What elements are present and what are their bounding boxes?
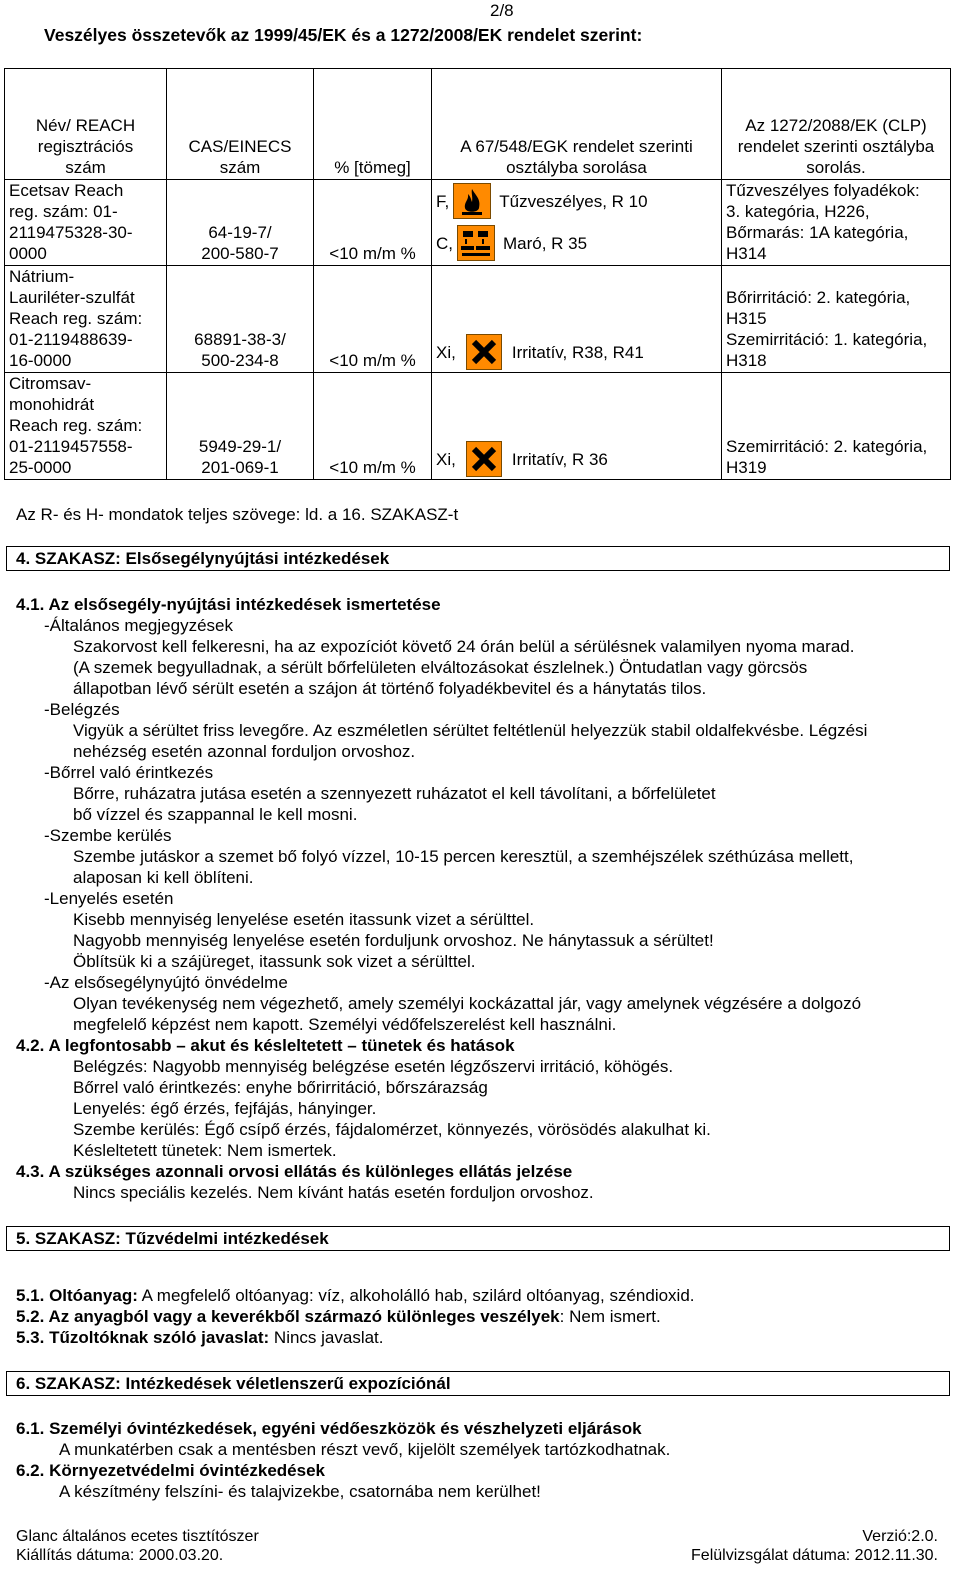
mass-percent: <10 m/m %: [314, 266, 432, 373]
symptom-text: Lenyelés: égő érzés, fejfájás, hányinger.: [73, 1099, 377, 1118]
swallow-text: Öblítsük ki a szájüreget, itassunk sok vizet a sérülttel.: [73, 952, 476, 971]
cas-number: 64-19-7/ 200-580-7: [167, 180, 314, 266]
protect-label: -Az elsősegélynyújtó önvédelme: [44, 973, 288, 992]
section-5-header: 5. SZAKASZ: Tűzvédelmi intézkedések: [6, 1226, 950, 1251]
footer-review-date: Felülvizsgálat dátuma: 2012.11.30.: [691, 1547, 938, 1564]
dsd-classification: Xi, Irritatív, R 36: [432, 373, 722, 480]
header-name: Név/ REACH regisztrációs szám: [5, 69, 167, 180]
page-number: 2/8: [490, 1, 514, 20]
symptom-text: Bőrrel való érintkezés: enyhe bőrirritáció, bőrszárazság: [73, 1078, 488, 1097]
header-cas: CAS/EINECS szám: [167, 69, 314, 180]
footer-issue-date: Kiállítás dátuma: 2000.03.20.: [16, 1547, 224, 1564]
header-mass: % [tömeg]: [314, 69, 432, 180]
cas-number: 5949-29-1/ 201-069-1: [167, 373, 314, 480]
hazardous-components-table: [4, 68, 951, 480]
header-clp: Az 1272/2088/EK (CLP) rendelet szerinti osztályba sorolás.: [722, 69, 951, 180]
personal-precautions-text: A munkatérben csak a mentésben részt vevő, kijelölt személyek tartózkodhatnak.: [59, 1440, 671, 1459]
skin-text: bő vízzel és szappannal le kell mosni.: [73, 805, 358, 824]
section-4-header: 4. SZAKASZ: Elsősegélynyújtási intézkedések: [6, 546, 950, 571]
table-header-row: [5, 69, 951, 180]
hazardous-components-title: Veszélyes összetevők az 1999/45/EK és a 1272/2008/EK rendelet szerint:: [44, 25, 643, 45]
mass-percent: <10 m/m %: [314, 180, 432, 266]
r-h-sentences-note: Az R- és H- mondatok teljes szövege: ld. a 16. SZAKASZ-t: [16, 505, 459, 524]
dsd-classification: Xi, Irritatív, R38, R41: [432, 266, 722, 373]
corrosive-symbol-icon: [457, 225, 495, 261]
footer-version: Verzió:2.0.: [862, 1528, 938, 1545]
swallow-text: Nagyobb mennyiség lenyelése esetén forduljunk orvoshoz. Ne hánytassuk a sérültet!: [73, 931, 714, 950]
component-name: Nátrium- Lauriléter-szulfát Reach reg. szám: 01-2119488639- 16-0000: [5, 266, 167, 373]
flame-symbol-icon: [453, 183, 491, 219]
eye-text: Szembe jutáskor a szemet bő folyó vízzel, 10-15 percen keresztül, a szemhéjszélek széthúzása mellett,: [73, 847, 854, 866]
table-row: [5, 373, 951, 480]
dsd-classification: F, Tűzveszélyes, R 10 C, Maró, R 35: [432, 180, 722, 266]
irritant-symbol-icon: [466, 441, 502, 477]
section-6-header: 6. SZAKASZ: Intézkedések véletlenszerű expozíciónál: [6, 1371, 950, 1396]
clp-classification: Tűzveszélyes folyadékok: 3. kategória, H226, Bőrmarás: 1A kategória, H314: [722, 180, 951, 266]
medical-care-text: Nincs speciális kezelés. Nem kívánt hatás esetén forduljon orvoshoz.: [73, 1183, 594, 1202]
subsection-5-1: 5.1. Oltóanyag: A megfelelő oltóanyag: víz, alkoholálló hab, szilárd oltóanyag, széndioxid.: [16, 1286, 695, 1305]
inhale-text: nehézség esetén azonnal forduljon orvoshoz.: [73, 742, 416, 761]
table-row: [5, 180, 951, 266]
footer-product: Glanc általános ecetes tisztítószer: [16, 1528, 259, 1545]
eye-text: alaposan ki kell öblíteni.: [73, 868, 254, 887]
subsection-6-2-title: 6.2. Környezetvédelmi óvintézkedések: [16, 1461, 325, 1480]
cas-number: 68891-38-3/ 500-234-8: [167, 266, 314, 373]
general-text: Szakorvost kell felkeresni, ha az expozíciót követő 24 órán belül a sérülésnek valamilyen nyoma marad.: [73, 637, 855, 656]
skin-label: -Bőrrel való érintkezés: [44, 763, 214, 782]
clp-classification: Bőrirritáció: 2. kategória, H315 Szemirritáció: 1. kategória, H318: [722, 266, 951, 373]
subsection-5-3: 5.3. Tűzoltóknak szóló javaslat: Nincs javaslat.: [16, 1328, 384, 1347]
component-name: Citromsav- monohidrát Reach reg. szám: 01-2119457558- 25-0000: [5, 373, 167, 480]
symptom-text: Késleltetett tünetek: Nem ismertek.: [73, 1141, 337, 1160]
header-dsd: A 67/548/EGK rendelet szerinti osztályba sorolása: [432, 69, 722, 180]
general-label: -Általános megjegyzések: [44, 616, 233, 635]
table-row: [5, 266, 951, 373]
inhale-text: Vigyük a sérültet friss levegőre. Az eszméletlen sérültet feltétlenül helyezzük stabil oldalfekvésbe. Légzési: [73, 721, 868, 740]
swallow-label: -Lenyelés esetén: [44, 889, 174, 908]
swallow-text: Kisebb mennyiség lenyelése esetén itassunk vizet a sérülttel.: [73, 910, 535, 929]
subsection-6-1-title: 6.1. Személyi óvintézkedések, egyéni védőeszközök és vészhelyzeti eljárások: [16, 1419, 642, 1438]
component-name: Ecetsav Reach reg. szám: 01- 2119475328-30- 0000: [5, 180, 167, 266]
inhale-label: -Belégzés: [44, 700, 120, 719]
protect-text: megfelelő képzést nem kapott. Személyi védőfelszerelést kell használni.: [73, 1015, 617, 1034]
general-text: (A szemek begyulladnak, a sérült bőrfelületen elváltozásokat észlelnek.) Öntudatlan vagy görcsös: [73, 658, 808, 677]
subsection-5-2: 5.2. Az anyagból vagy a keverékből származó különleges veszélyek: Nem ismert.: [16, 1307, 661, 1326]
mass-percent: <10 m/m %: [314, 373, 432, 480]
subsection-4-1-title: 4.1. Az elsősegély-nyújtási intézkedések ismertetése: [16, 595, 441, 614]
general-text: állapotban lévő sérült esetén a szájon át történő folyadékbevitel és a hánytatás tilos.: [73, 679, 707, 698]
subsection-4-3-title: 4.3. A szükséges azonnali orvosi ellátás és különleges ellátás jelzése: [16, 1162, 573, 1181]
eye-label: -Szembe kerülés: [44, 826, 172, 845]
skin-text: Bőrre, ruházatra jutása esetén a szennyezett ruházatot el kell távolítani, a bőrfelületet: [73, 784, 716, 803]
symptom-text: Belégzés: Nagyobb mennyiség belégzése esetén légzőszervi irritáció, köhögés.: [73, 1057, 674, 1076]
subsection-4-2-title: 4.2. A legfontosabb – akut és késleltetett – tünetek és hatások: [16, 1036, 515, 1055]
clp-classification: Szemirritáció: 2. kategória, H319: [722, 373, 951, 480]
protect-text: Olyan tevékenység nem végezhető, amely személyi kockázattal jár, vagy amelynek végzésére a dolgozó: [73, 994, 862, 1013]
symptom-text: Szembe kerülés: Égő csípő érzés, fájdalomérzet, könnyezés, vörösödés alakulhat ki.: [73, 1120, 711, 1139]
environmental-precautions-text: A készítmény felszíni- és talajvizekbe, csatornába nem kerülhet!: [59, 1482, 541, 1501]
irritant-symbol-icon: [466, 334, 502, 370]
